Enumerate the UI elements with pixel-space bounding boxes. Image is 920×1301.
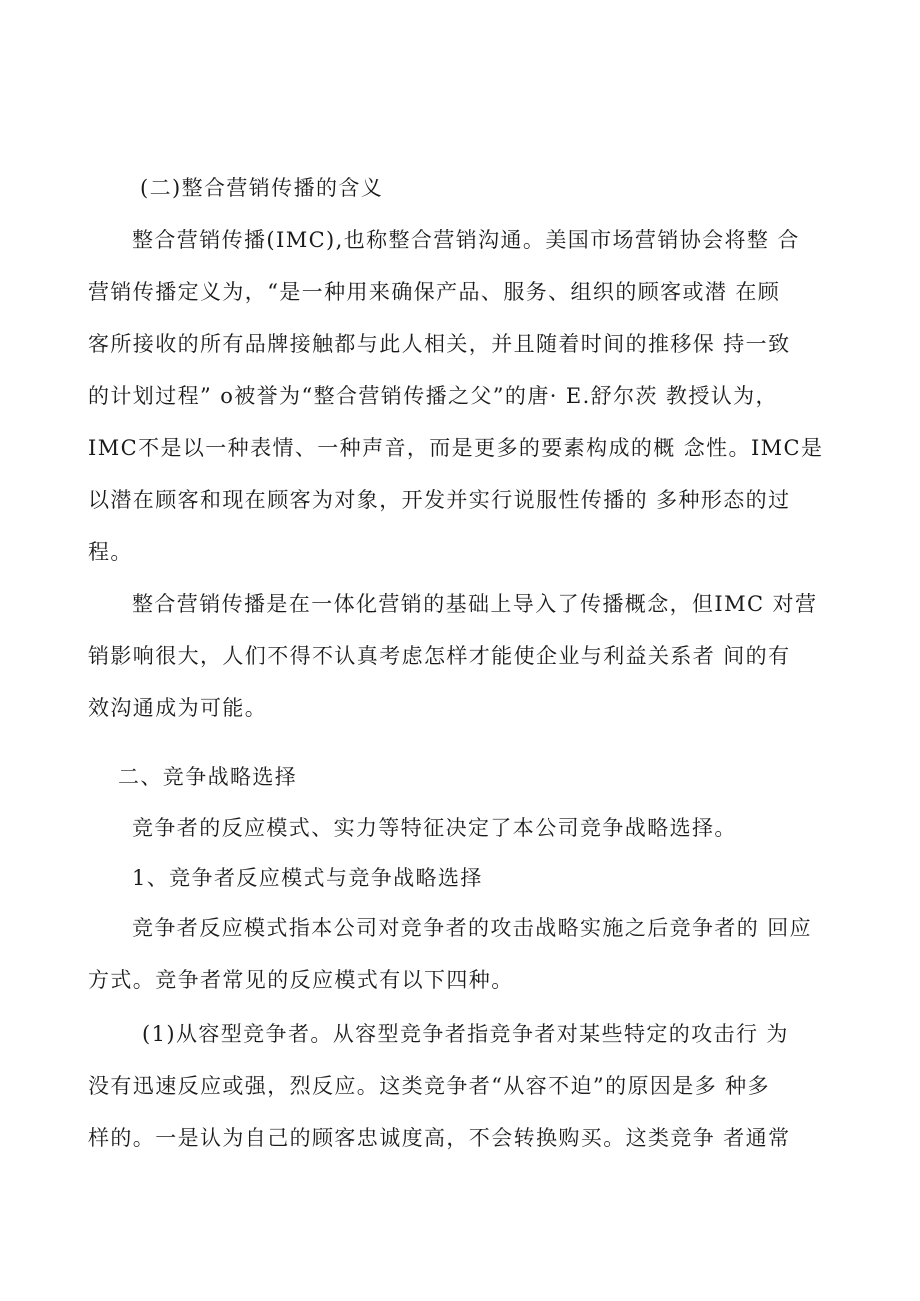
paragraph-line: 销影响很大，人们不得不认真考虑怎样才能使企业与利益关系者 间的有 bbox=[88, 644, 791, 668]
paragraph-line: 竞争者反应模式指本公司对竞争者的攻击战略实施之后竞争者的 回应 bbox=[132, 916, 813, 940]
section-heading-imc: (二)整合营销传播的含义 bbox=[140, 176, 384, 200]
paragraph-line: 的计划过程” o被誉为“整合营销传播之父”的唐· E.舒尔茨 教授认为， bbox=[88, 384, 778, 408]
subheading: 1、竞争者反应模式与竞争战略选择 bbox=[132, 866, 483, 890]
paragraph-line: (1)从容型竞争者。从容型竞争者指竞争者对某些特定的攻击行 为 bbox=[142, 1022, 789, 1046]
paragraph-line: 方式。竞争者常见的反应模式有以下四种。 bbox=[88, 968, 514, 992]
paragraph-line: 程。 bbox=[88, 540, 133, 564]
paragraph-line: 整合营销传播(IMC),也称整合营销沟通。美国市场营销协会将整 合 bbox=[132, 228, 800, 252]
paragraph-line: 样的。一是认为自己的顾客忠诚度高，不会转换购买。这类竞争 者通常 bbox=[88, 1126, 791, 1150]
intro-line: 竞争者的反应模式、实力等特征决定了本公司竞争战略选择。 bbox=[132, 816, 737, 840]
paragraph-line: 营销传播定义为，“是一种用来确保产品、服务、组织的顾客或潜 在顾 bbox=[88, 280, 781, 304]
paragraph-line: 以潜在顾客和现在顾客为对象，开发并实行说服性传播的 多种形态的过 bbox=[88, 488, 791, 512]
paragraph-line: 效沟通成为可能。 bbox=[88, 696, 268, 720]
paragraph-line: IMC不是以一种表情、一种声音，而是更多的要素构成的概 念性。IMC是 bbox=[88, 436, 824, 460]
paragraph-line: 没有迅速反应或强，烈反应。这类竞争者“从容不迫”的原因是多 种多 bbox=[88, 1074, 770, 1098]
section-heading-strategy: 二、竞争战略选择 bbox=[118, 765, 298, 789]
paragraph-line: 整合营销传播是在一体化营销的基础上导入了传播概念，但IMC 对营 bbox=[132, 592, 818, 616]
paragraph-line: 客所接收的所有品牌接触都与此人相关，并且随着时间的推移保 持一致 bbox=[88, 332, 791, 356]
